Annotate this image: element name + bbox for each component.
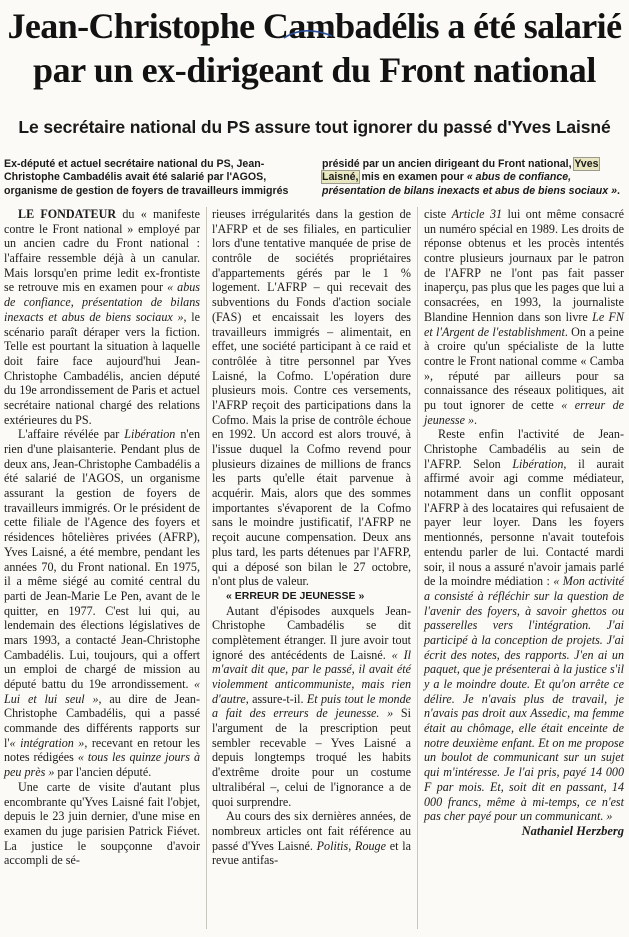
quote: « Mon activité a consisté à réfléchir sur la question de l'avenir des foyers, à savoir ghettos ou passerelles vers l'intégration. J'ai participé à la conception de projets. J'ai écrit des notes, des rapports. J'en ai un paquet, que je présenterai à la justice s'il y a le moindre doute. Et qu'on arrête ce délire. Je n'avais plus de travail, je n'avais pas droit aux Assedic, ma femme était au chômage, elle était enceinte de notre deuxième enfant. Et on me propose un boulot de communicant sur un sujet qui m'intéresse. Je l'ai pris, payé 14 000 F par mois. Et, soit dit en passant, 14 000 francs, même à mi-temps, ce n'est pas cher payé pour un communicant. » bbox=[424, 574, 624, 824]
text: n'en rien d'une plaisanterie. Pendant plus de deux ans, Jean-Christophe Cambadélis a été salarié de l'AGOS, un organisme assurant la gestion de foyers de travailleurs immigrés. Or le président de cette filiale de l'Agence des foyers et résidences hôtelières privées (AFRP), Yves Laisné, a été membre, pendant les années 70, du Front national. En 1975, il a même siégé au comité central du parti de Jean-Marie Le Pen, avant de le quitter, en 1977. C'est lui qui, au lendemain des élections législatives de mars 1993, a contacté Jean-Christophe Cambadélis. Lui, toujours, qui a offert un emploi de chargé de mission au député battu du 19e arrondissement. bbox=[4, 427, 200, 691]
text: Si l'argument de la prescription peut sembler recevable – Yves Laisné a depuis longtemps troqué les habits d'extrême droite pour un costume ultralibéral –, celui de l'ignorance a de quoi surprendre. bbox=[212, 706, 411, 809]
text: lui ont même consacré un numéro spécial en 1989. Les droits de réponse obtenus et les procès intentés contre plusieurs journaux par le patron de l'AFRP ne l'ont pas fait passer inaperçu, pas plus que les pages que lui a consacrées, en 1993, la journaliste Blandine Hennion dans son livre bbox=[424, 207, 624, 324]
paragraph: Une carte de visite d'autant plus encombrante qu'Yves Laisné fait l'objet, depuis le 23 juin dernier, d'une mise en examen du juge parisien Patrick Fiévet. La justice le soupçonne d'avoir accompli de sé- bbox=[4, 779, 200, 868]
author-signature: Nathaniel Herzberg bbox=[521, 823, 624, 838]
paragraph bbox=[212, 604, 411, 810]
text: ciste bbox=[424, 207, 452, 221]
paragraph bbox=[4, 207, 200, 427]
text: L'affaire révélée par bbox=[18, 427, 125, 442]
text: , assure-t-il. bbox=[245, 691, 307, 706]
paragraph bbox=[4, 427, 200, 780]
text: Au cours des six dernières années, de nombreux articles ont fait référence au passé d'Yves Laisné. bbox=[212, 809, 411, 853]
text: par l'ancien député. bbox=[54, 765, 152, 780]
paragraph bbox=[212, 809, 411, 868]
paragraph: rieuses irrégularités dans la gestion de l'AFRP et de ses filiales, en particulier lors d'une tentative manquée de prise de contrôle de sociétés propriétaires d'appartements gérés par le 1 % logement. L'AFRP – qui recevait des subventions du Fonds d'action sociale (FAS) et encaissait les loyers des travailleurs immigrés – alimentait, en effet, une société participant à ce raid et contrôlée à titre personnel par Yves Laisné, la Cofmo. L'opération dure plusieurs mois. Contre ces versements, l'AFRP reçoit des participations dans la Cofmo. Mais la prise de contrôle échoue en 1992. Un accord est alors trouvé, à l'issue duquel la Cofmo revend pour plusieurs dizaines de millions de francs les parts qu'elle était parvenue à acquérir. Mais, alors que des sommes importantes s'évaporent de la Cofmo sans le moindre justificatif, l'AFRP ne reçoit aucune compensation. Deux ans plus tard, les parts détenues par l'AFRP, qui a déposé son bilan le 27 octobre, n'ont plus de valeur. bbox=[212, 207, 411, 589]
headline-line-2: par un ex-dirigeant du Front national bbox=[33, 50, 596, 90]
chapo-right-text-1: présidé par un ancien dirigeant du Front national, bbox=[322, 158, 575, 170]
text: . bbox=[474, 412, 478, 427]
book-title: Le FN et l'Argent de l'establishment bbox=[424, 309, 624, 339]
paragraph bbox=[424, 207, 624, 427]
headline-line-1: Jean-Christophe Cambadélis a été salarié bbox=[7, 6, 622, 46]
quote: « tous les quinze jours à peu près » bbox=[4, 750, 201, 780]
text: , le scénario paraît déraper vers la fiction. Telle est pourtant la situation à laquelle doit faire face aujourd'hui Jean-Christophe Cambadélis, ancien député du 19e arrondissement de Paris et actuel secrétaire national chargé des relations extérieures du PS. bbox=[4, 309, 200, 427]
source-name: Libération bbox=[124, 427, 176, 442]
text: , au dire de Jean-Christophe Cambadélis, qui a passé commande des différents rapports sur l' bbox=[4, 691, 201, 750]
chapo-right bbox=[322, 158, 622, 198]
article-column-2 bbox=[212, 207, 411, 868]
column-divider bbox=[417, 207, 418, 929]
paragraph bbox=[424, 427, 624, 824]
article-column-1 bbox=[4, 207, 200, 868]
chapo-left: Ex-député et actuel secrétaire national du PS, Jean-Christophe Cambadélis avait été salarié par l'AGOS, organisme de gestion de foyers de travailleurs immigrés bbox=[4, 158, 289, 197]
headline bbox=[4, 4, 625, 92]
text: , recevant en retour les notes rédigées bbox=[4, 735, 200, 765]
text: , il aurait affirmé avoir agi comme médiateur, notamment dans un conflit opposant l'AFRP à des locataires qui refusaient de payer leur loyer. Dans les foyers mentionnés, personne n'avait toutefois entendu parler de lui. Contacté mardi soir, il nous a assuré n'avoir jamais parlé de la moindre médiation : bbox=[424, 456, 624, 589]
source-name: Article 31 bbox=[451, 207, 503, 221]
chapo-right-text-2: mis en examen pour bbox=[358, 171, 467, 184]
quote: « erreur de jeunesse » bbox=[424, 397, 624, 427]
quote: « abus de confiance, présentation de bilans inexacts et abus de biens sociaux » bbox=[4, 280, 200, 324]
column-divider bbox=[206, 207, 207, 929]
quote: Et puis tout le monde a fait des erreurs de jeunesse. » bbox=[212, 691, 411, 721]
pen-mark-icon bbox=[282, 26, 334, 44]
text: du « manifeste contre le Front national » employé par un ancien cadre du Front national : l'affaire ressemble déjà à un canular. Mais lorsqu'en prime ledit ex-frontiste se retrouve mis en examen pour bbox=[4, 207, 200, 295]
source-name: Libération bbox=[512, 456, 564, 471]
text: et la revue antifas- bbox=[212, 838, 411, 868]
chapo-right-end: . bbox=[616, 184, 620, 197]
text: . On a peine à croire qu'un spécialiste de la lutte contre le Front national comme « Camba », réputé par ailleurs pour sa connaissance des réseaux politiques, ait pu tout ignorer de cette bbox=[424, 324, 624, 412]
highlighted-name: Yves Laisné, bbox=[322, 158, 599, 184]
quote: « intégration » bbox=[9, 735, 85, 750]
lead-in: LE FONDATEUR bbox=[18, 207, 117, 221]
article-column-3 bbox=[424, 207, 624, 839]
subtitle: Le secrétaire national du PS assure tout ignorer du passé d'Yves Laisné bbox=[18, 117, 611, 137]
chapo-right-quote: « abus de confiance, présentation de bilans inexacts et abus de biens sociaux » bbox=[322, 171, 617, 197]
source-name: Politis, Rouge bbox=[316, 838, 386, 853]
quote: « Lui et lui seul » bbox=[4, 677, 200, 706]
intertitle: « ERREUR DE JEUNESSE » bbox=[226, 589, 365, 602]
text: Reste enfin l'activité de Jean-Christophe Cambadélis au sein de l'AFRP. Selon bbox=[424, 427, 624, 471]
quote: « Il m'avait dit que, par le passé, il avait été violemment anticommuniste, mais rien d'autre bbox=[212, 647, 411, 706]
text: Autant d'épisodes auxquels Jean-Christophe Cambadélis se dit complètement étranger. Il jure avoir tout ignoré des antécédents de Laisné. bbox=[212, 603, 411, 662]
